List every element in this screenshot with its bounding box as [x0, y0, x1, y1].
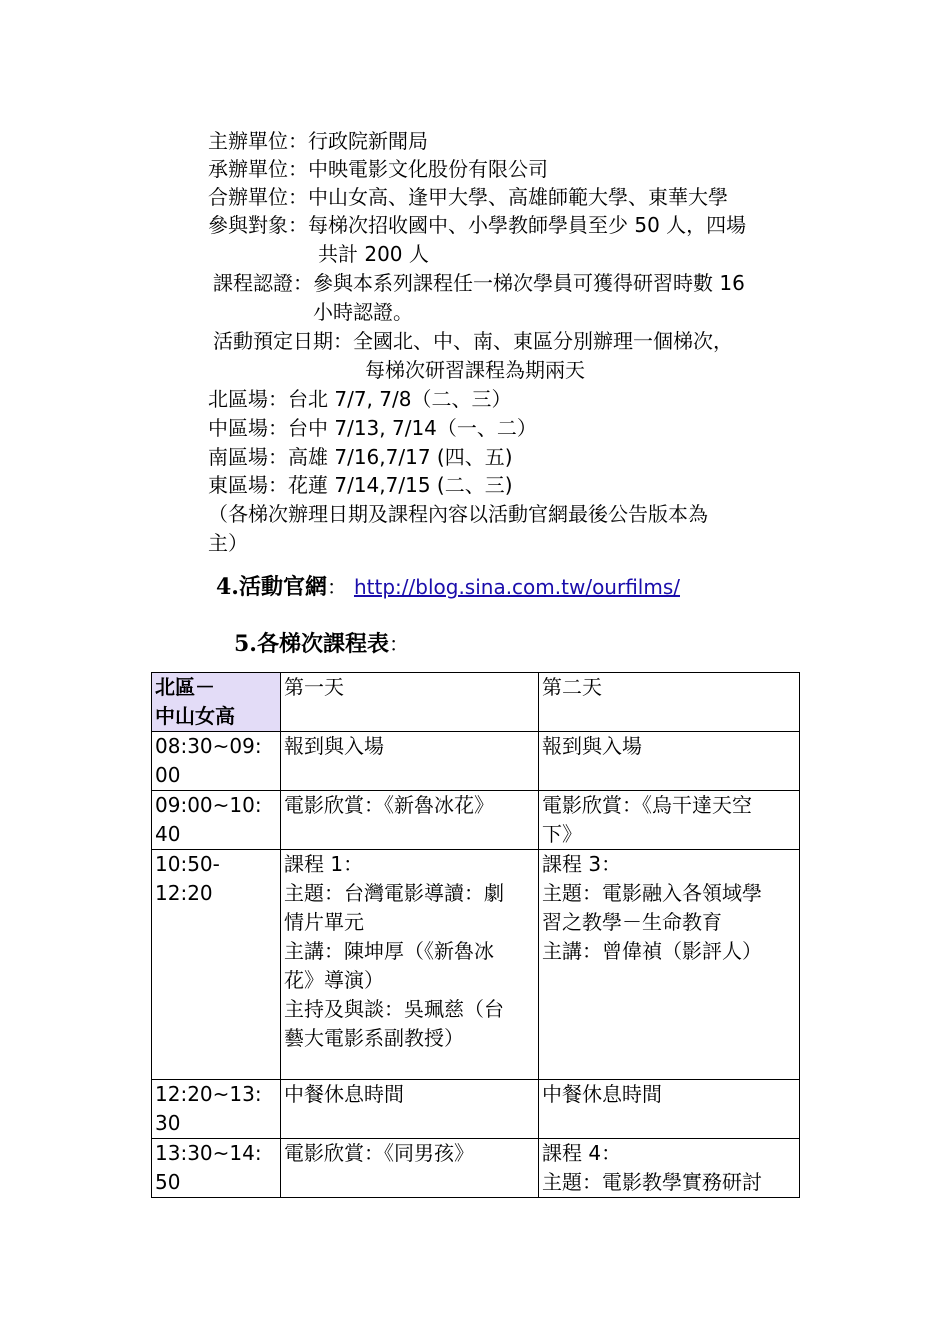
- info-certification-cont: 小時認證。: [313, 300, 413, 324]
- day1-header: 第一天: [281, 673, 539, 732]
- section4-number: 4.: [216, 574, 239, 600]
- day2-header: 第二天: [539, 673, 800, 732]
- day2-cell: 電影欣賞：《烏干達天空 下》: [539, 791, 800, 850]
- info-participants-cont: 共計 200 人: [318, 242, 429, 266]
- day2-cell: 課程 3： 主題：電影融入各領域學 習之教學－生命教育 主講：曾偉禎（影評人）: [539, 850, 800, 1080]
- table-row: [152, 1139, 800, 1198]
- time-cell: 08:30~09: 00: [152, 732, 281, 791]
- section4-colon: ：: [326, 575, 347, 599]
- table-row: [152, 1080, 800, 1139]
- section5-heading: [234, 629, 409, 660]
- info-north: 北區場：台北 7/7, 7/8（二、三）: [208, 387, 512, 411]
- time-cell: 10:50- 12:20: [152, 850, 281, 1080]
- day1-cell: 課程 1： 主題：台灣電影導讀：劇 情片單元 主講：陳坤厚（《新魯冰 花》導演） 主持及與談：吳珮慈（台 藝大電影系副教授）: [281, 850, 539, 1080]
- day1-cell: 電影欣賞：《同男孩》: [281, 1139, 539, 1198]
- info-co-organizer: 合辦單位：中山女高、逢甲大學、高雄師範大學、東華大學: [208, 185, 728, 209]
- time-cell: 12:20~13: 30: [152, 1080, 281, 1139]
- section5-number: 5.: [234, 631, 257, 657]
- section4-heading: [216, 572, 680, 603]
- region-header-cell: [152, 673, 281, 732]
- day2-cell: 中餐休息時間: [539, 1080, 800, 1139]
- day2-cell: 課程 4： 主題：電影教學實務研討: [539, 1139, 800, 1198]
- info-dates: 活動預定日期：全國北、中、南、東區分別辦理一個梯次，: [213, 329, 733, 353]
- info-south: 南區場：高雄 7/16,7/17 (四、五): [208, 445, 513, 469]
- schedule-table: [151, 672, 800, 1198]
- info-dates-cont: 每梯次研習課程為期兩天: [365, 358, 585, 382]
- day2-cell: 報到與入場: [539, 732, 800, 791]
- day1-cell: 中餐休息時間: [281, 1080, 539, 1139]
- info-east: 東區場：花蓮 7/14,7/15 (二、三): [208, 473, 513, 497]
- official-site-link[interactable]: http://blog.sina.com.tw/ourfilms/: [353, 575, 680, 599]
- info-note: （各梯次辦理日期及課程內容以活動官網最後公告版本為: [208, 502, 708, 526]
- table-row: [152, 791, 800, 850]
- section5-colon: ：: [388, 632, 409, 656]
- info-executor: 承辦單位：中映電影文化股份有限公司: [208, 157, 548, 181]
- day1-cell: 電影欣賞：《新魯冰花》: [281, 791, 539, 850]
- time-cell: 13:30~14: 50: [152, 1139, 281, 1198]
- table-row: [152, 732, 800, 791]
- info-certification: 課程認證：參與本系列課程任一梯次學員可獲得研習時數 16: [213, 271, 745, 295]
- time-cell: 09:00~10: 40: [152, 791, 281, 850]
- info-organizer: 主辦單位：行政院新聞局: [208, 129, 428, 153]
- table-row: [152, 850, 800, 1080]
- info-central: 中區場：台中 7/13, 7/14（一、二）: [208, 416, 537, 440]
- region-school: 中山女高: [155, 704, 235, 728]
- day1-cell: 報到與入場: [281, 732, 539, 791]
- section5-title: 各梯次課程表: [256, 632, 389, 657]
- section4-title: 活動官網: [238, 575, 327, 600]
- table-header-row: [152, 673, 800, 732]
- region-label: 北區－: [155, 675, 215, 699]
- info-participants: 參與對象：每梯次招收國中、小學教師學員至少 50 人，四場: [208, 213, 747, 237]
- info-note-cont: 主）: [208, 531, 248, 555]
